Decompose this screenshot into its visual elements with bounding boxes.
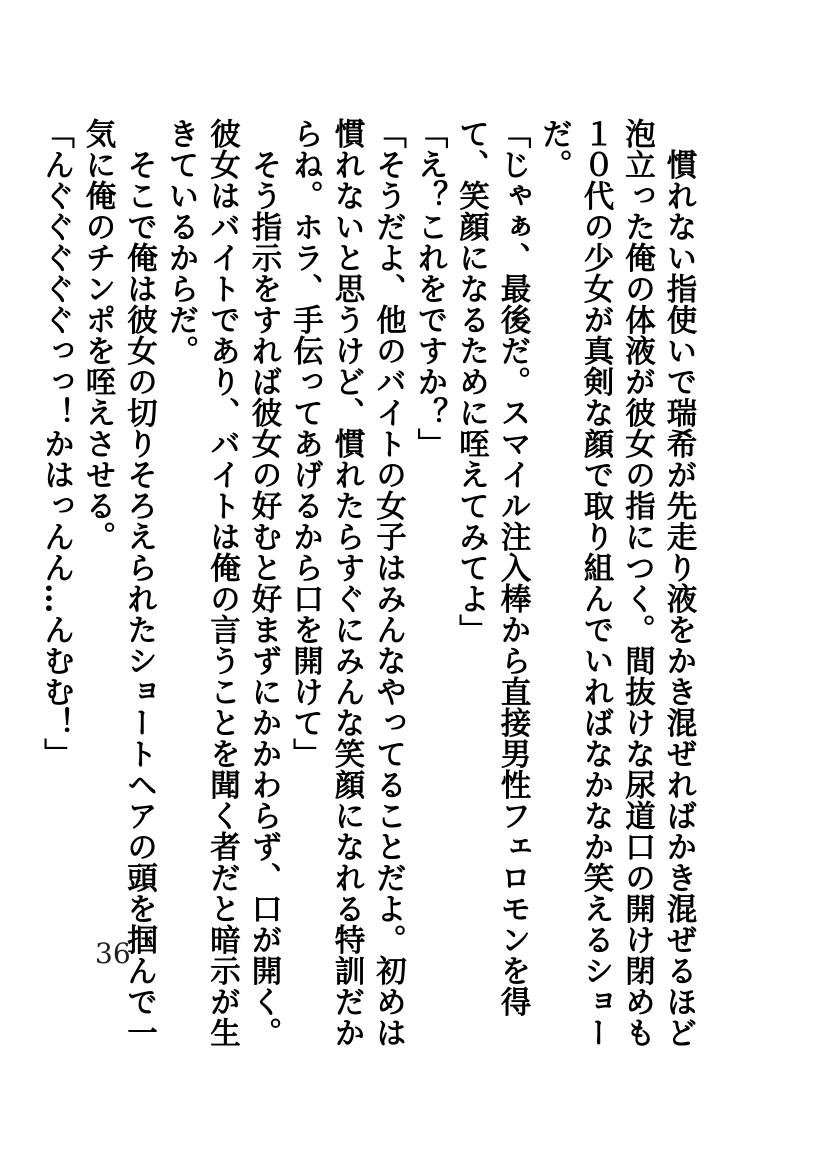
paragraph: そこで俺は彼女の切りそろえられたショートヘアの頭を掴んで一気に俺のチンポを咥えさせる。 xyxy=(80,118,158,1048)
body-text xyxy=(38,118,699,1048)
dialogue-line: 「え？これをですか？」 xyxy=(412,118,448,459)
paragraph: そう指示をすれば彼女の好むと好まずにかかわらず、口が開く。彼女はバイトであり、バイトは俺の言うことを聞く者だと暗示が生きているからだ。 xyxy=(163,118,282,1048)
page-number: 36 xyxy=(95,937,131,970)
dialogue-line: 「そうだよ、他のバイトの女子はみんなやってることだよ。初めは慣れないと思うけど、慣れたらすぐにみんな笑顔になれる特訓だからね。ホラ、手伝ってあげるから口を開けて」 xyxy=(287,118,407,1048)
dialogue-line: 「じゃぁ、最後だ。スマイル注入棒から直接男性フェロモンを得て、笑顔になるために咥えてみてよ」 xyxy=(453,118,531,1017)
paragraph: 慣れない指使いで瑞希が先走り液をかき混ぜればかき混ぜるほど泡立った俺の体液が彼女の指につく。間抜けな尿道口の開け閉めも１０代の少女が真剣な顔で取り組んでいればなかなか笑えるショーだ。 xyxy=(536,118,697,1048)
dialogue-line: 「んぐぐぐぐぐっっ！かはっんん…んむむ！」 xyxy=(38,118,75,769)
